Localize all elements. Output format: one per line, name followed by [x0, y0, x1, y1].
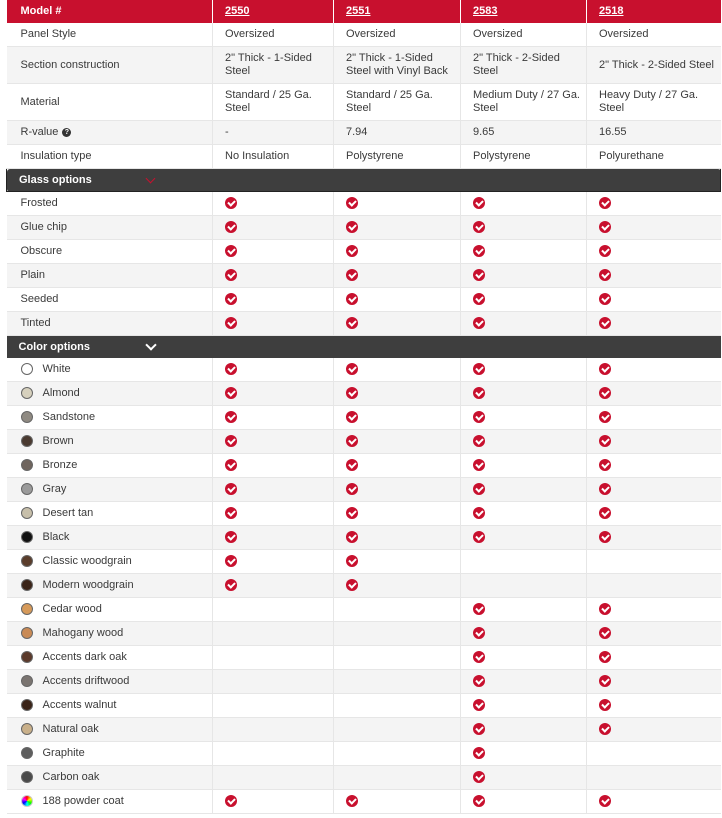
checkmark-icon — [599, 293, 611, 305]
model-header-label: Model # — [7, 0, 213, 23]
color-swatch-icon — [21, 363, 33, 375]
checkmark-icon — [346, 363, 358, 375]
checkmark-icon — [473, 363, 485, 375]
checkmark-icon — [473, 387, 485, 399]
spec-value: - — [213, 121, 334, 145]
option-label: 188 powder coat — [42, 794, 124, 807]
chevron-down-icon — [145, 339, 156, 350]
spec-row-panel-style — [7, 23, 721, 47]
option-label: Mahogany wood — [42, 626, 124, 639]
checkmark-icon — [599, 197, 611, 209]
option-row — [7, 288, 721, 312]
spec-value: Standard / 25 Ga. Steel — [334, 84, 461, 121]
color-swatch-icon — [21, 651, 33, 663]
checkmark-icon — [346, 531, 358, 543]
option-row — [7, 502, 721, 526]
spec-value: Polystyrene — [334, 145, 461, 169]
spec-value: 2" Thick - 1-Sided Steel with Vinyl Back — [334, 47, 461, 84]
checkmark-icon — [599, 699, 611, 711]
checkmark-icon — [346, 507, 358, 519]
checkmark-icon — [599, 723, 611, 735]
color-swatch-icon — [21, 555, 33, 567]
spec-value: 7.94 — [334, 121, 461, 145]
checkmark-icon — [225, 363, 237, 375]
option-label: Bronze — [42, 458, 78, 471]
color-swatch-icon — [21, 627, 33, 639]
checkmark-icon — [346, 245, 358, 257]
option-row — [7, 406, 721, 430]
checkmark-icon — [346, 459, 358, 471]
option-label: Classic woodgrain — [42, 554, 132, 567]
color-swatch-icon — [21, 411, 33, 423]
spec-value: Oversized — [334, 23, 461, 47]
option-row — [7, 526, 721, 550]
checkmark-icon — [473, 699, 485, 711]
checkmark-icon — [599, 651, 611, 663]
checkmark-icon — [599, 387, 611, 399]
color-options-title: Color options — [18, 340, 90, 353]
option-row — [7, 192, 721, 216]
option-label: Accents driftwood — [42, 674, 130, 687]
spec-value: Oversized — [461, 23, 587, 47]
spec-label: Insulation type — [7, 145, 213, 169]
spec-row-r-value — [7, 121, 721, 145]
checkmark-icon — [473, 435, 485, 447]
spec-value: Standard / 25 Ga. Steel — [213, 84, 334, 121]
checkmark-icon — [225, 269, 237, 281]
checkmark-icon — [346, 197, 358, 209]
checkmark-icon — [599, 795, 611, 807]
checkmark-icon — [225, 197, 237, 209]
color-swatch-icon — [21, 723, 33, 735]
checkmark-icon — [225, 221, 237, 233]
checkmark-icon — [599, 507, 611, 519]
color-swatch-icon — [21, 387, 33, 399]
checkmark-icon — [473, 627, 485, 639]
checkmark-icon — [473, 245, 485, 257]
option-row — [7, 694, 721, 718]
checkmark-icon — [225, 435, 237, 447]
checkmark-icon — [473, 747, 485, 759]
color-swatch-icon — [21, 531, 33, 543]
checkmark-icon — [473, 459, 485, 471]
option-label: Desert tan — [42, 506, 94, 519]
checkmark-icon — [473, 411, 485, 423]
checkmark-icon — [473, 795, 485, 807]
checkmark-icon — [599, 435, 611, 447]
option-row — [7, 766, 721, 790]
color-swatch-icon — [21, 795, 33, 807]
spec-row-insulation-type — [7, 145, 721, 169]
comparison-table-container — [2, 0, 720, 814]
checkmark-icon — [225, 245, 237, 257]
checkmark-icon — [473, 651, 485, 663]
checkmark-icon — [225, 795, 237, 807]
checkmark-icon — [346, 555, 358, 567]
checkmark-icon — [473, 221, 485, 233]
header-row — [7, 0, 721, 23]
color-swatch-icon — [21, 483, 33, 495]
checkmark-icon — [473, 723, 485, 735]
checkmark-icon — [473, 293, 485, 305]
color-swatch-icon — [21, 603, 33, 615]
checkmark-icon — [346, 483, 358, 495]
model-link-2551[interactable]: 2551 — [346, 5, 371, 17]
glass-options-toggle[interactable] — [7, 169, 721, 192]
checkmark-icon — [599, 245, 611, 257]
checkmark-icon — [599, 603, 611, 615]
spec-value: Oversized — [213, 23, 334, 47]
option-label: Obscure — [20, 244, 63, 257]
checkmark-icon — [346, 293, 358, 305]
checkmark-icon — [473, 675, 485, 687]
checkmark-icon — [473, 197, 485, 209]
option-row — [7, 790, 721, 814]
option-row — [7, 574, 721, 598]
checkmark-icon — [599, 531, 611, 543]
spec-label: R-value — [20, 126, 59, 138]
color-swatch-icon — [21, 579, 33, 591]
checkmark-icon — [346, 435, 358, 447]
option-label: Almond — [42, 386, 80, 399]
option-label: Gray — [42, 482, 67, 495]
checkmark-icon — [599, 269, 611, 281]
option-row — [7, 454, 721, 478]
option-row — [7, 598, 721, 622]
checkmark-icon — [225, 555, 237, 567]
option-label: White — [42, 362, 71, 375]
color-options-toggle[interactable] — [7, 336, 721, 359]
spec-value: 2" Thick - 1-Sided Steel — [213, 47, 334, 84]
spec-value: 2" Thick - 2-Sided Steel — [461, 47, 587, 84]
option-label: Carbon oak — [42, 770, 100, 783]
model-link-2550[interactable]: 2550 — [225, 5, 250, 17]
option-label: Seeded — [20, 292, 59, 305]
model-comparison-table — [6, 0, 721, 814]
checkmark-icon — [225, 293, 237, 305]
color-swatch-icon — [21, 771, 33, 783]
color-swatch-icon — [21, 435, 33, 447]
option-label: Natural oak — [42, 722, 99, 735]
checkmark-icon — [346, 317, 358, 329]
option-row — [7, 670, 721, 694]
option-label: Plain — [20, 268, 45, 281]
checkmark-icon — [473, 483, 485, 495]
option-row — [7, 742, 721, 766]
checkmark-icon — [346, 795, 358, 807]
option-row — [7, 240, 721, 264]
spec-row-material — [7, 84, 721, 121]
spec-label: Panel Style — [7, 23, 213, 47]
option-label: Graphite — [42, 746, 85, 759]
option-row — [7, 622, 721, 646]
spec-value: 2" Thick - 2-Sided Steel — [587, 47, 721, 84]
option-row — [7, 478, 721, 502]
option-label: Accents dark oak — [42, 650, 127, 663]
checkmark-icon — [599, 221, 611, 233]
checkmark-icon — [599, 459, 611, 471]
glass-options-title: Glass options — [19, 173, 92, 186]
option-row — [7, 382, 721, 406]
option-label: Frosted — [20, 196, 58, 209]
color-swatch-icon — [21, 507, 33, 519]
option-label: Glue chip — [20, 220, 67, 233]
checkmark-icon — [225, 459, 237, 471]
option-row — [7, 358, 721, 382]
checkmark-icon — [599, 627, 611, 639]
checkmark-icon — [225, 411, 237, 423]
option-label: Sandstone — [42, 410, 96, 423]
checkmark-icon — [225, 531, 237, 543]
checkmark-icon — [473, 603, 485, 615]
checkmark-icon — [225, 387, 237, 399]
model-link-2583[interactable]: 2583 — [473, 5, 498, 17]
color-swatch-icon — [21, 747, 33, 759]
spec-value: Oversized — [587, 23, 721, 47]
model-link-2518[interactable]: 2518 — [599, 5, 624, 17]
checkmark-icon — [346, 269, 358, 281]
spec-value: 16.55 — [587, 121, 721, 145]
option-row — [7, 646, 721, 670]
checkmark-icon — [599, 317, 611, 329]
checkmark-icon — [473, 771, 485, 783]
checkmark-icon — [346, 411, 358, 423]
checkmark-icon — [473, 317, 485, 329]
help-icon[interactable]: ? — [62, 128, 71, 137]
checkmark-icon — [346, 579, 358, 591]
checkmark-icon — [225, 317, 237, 329]
option-label: Modern woodgrain — [42, 578, 134, 591]
option-row — [7, 312, 721, 336]
spec-value: Medium Duty / 27 Ga. Steel — [461, 84, 587, 121]
option-label: Accents walnut — [42, 698, 117, 711]
option-row — [7, 264, 721, 288]
spec-value: 9.65 — [461, 121, 587, 145]
spec-label: Section construction — [7, 47, 213, 84]
spec-value: Polyurethane — [587, 145, 721, 169]
checkmark-icon — [473, 269, 485, 281]
checkmark-icon — [346, 221, 358, 233]
option-row — [7, 430, 721, 454]
option-row — [7, 550, 721, 574]
spec-value: Polystyrene — [461, 145, 587, 169]
checkmark-icon — [473, 507, 485, 519]
spec-label: Material — [7, 84, 213, 121]
table-body — [7, 23, 721, 814]
option-row — [7, 718, 721, 742]
option-row — [7, 216, 721, 240]
checkmark-icon — [599, 363, 611, 375]
checkmark-icon — [599, 411, 611, 423]
checkmark-icon — [225, 483, 237, 495]
checkmark-icon — [473, 531, 485, 543]
spec-value: No Insulation — [213, 145, 334, 169]
checkmark-icon — [225, 507, 237, 519]
option-label: Tinted — [20, 316, 51, 329]
checkmark-icon — [599, 675, 611, 687]
color-swatch-icon — [21, 675, 33, 687]
color-swatch-icon — [21, 459, 33, 471]
color-swatch-icon — [21, 699, 33, 711]
chevron-down-icon — [146, 173, 156, 183]
checkmark-icon — [599, 483, 611, 495]
spec-value: Heavy Duty / 27 Ga. Steel — [587, 84, 721, 121]
option-label: Cedar wood — [42, 602, 102, 615]
option-label: Black — [42, 530, 70, 543]
checkmark-icon — [225, 579, 237, 591]
checkmark-icon — [346, 387, 358, 399]
spec-row-section-construction — [7, 47, 721, 84]
option-label: Brown — [42, 434, 74, 447]
